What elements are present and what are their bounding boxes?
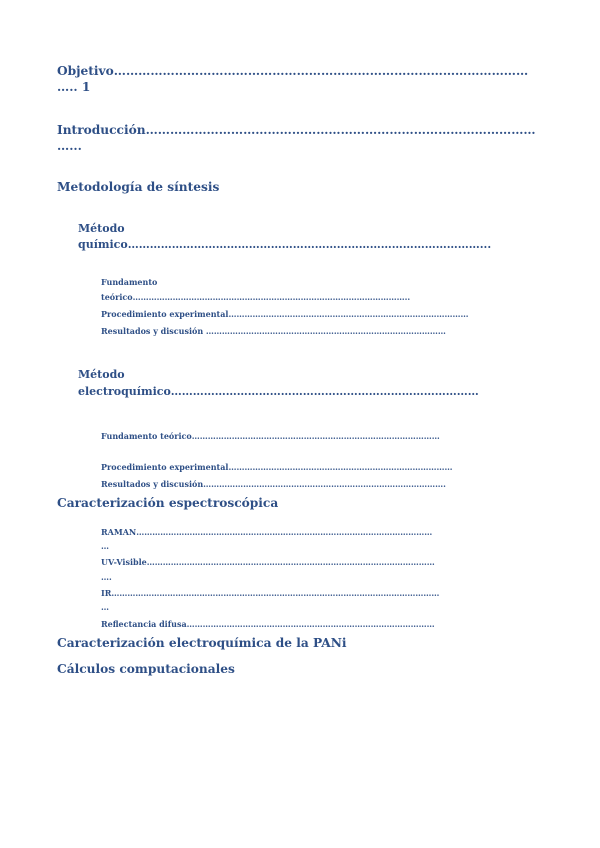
toc-heading-metodologia[interactable]: Metodología de síntesis	[57, 180, 220, 194]
toc-entry-uv-visible-continued[interactable]: ….	[101, 572, 112, 582]
toc-entry-metodo-quimico-continued[interactable]: químico……………………………………………………………………………………...	[78, 238, 492, 251]
toc-entry-fundamento-teorico-quimico[interactable]: Fundamento	[101, 277, 158, 287]
toc-entry-resultados-electro[interactable]: Resultados y discusión……………………………………………………………………………….	[101, 479, 446, 489]
toc-entry-raman-continued[interactable]: …	[101, 541, 109, 551]
toc-entry-fundamento-teorico-quimico-continued[interactable]: teórico…………………………………………………………………………………………..	[101, 292, 411, 302]
toc-entry-uv-visible[interactable]: UV-Visible………………………………………………………………………………………………	[101, 557, 435, 567]
toc-entry-ir-continued[interactable]: …	[101, 602, 109, 612]
toc-entry-introduccion-continued[interactable]: …...	[57, 139, 82, 153]
toc-heading-espectroscopica[interactable]: Caracterización espectroscópica	[57, 496, 279, 510]
toc-heading-calculos[interactable]: Cálculos computacionales	[57, 662, 235, 676]
toc-entry-fundamento-teorico-electro[interactable]: Fundamento teórico…………………………………………………………………………………	[101, 431, 440, 441]
toc-entry-resultados-quimico[interactable]: Resultados y discusión ………………………………………………………………………………	[101, 326, 446, 336]
toc-entry-raman[interactable]: RAMAN…………………………………………………………………………………………………	[101, 527, 433, 537]
toc-entry-ir[interactable]: IR……………………………………………………………………………………………………………	[101, 588, 440, 598]
toc-entry-metodo-quimico[interactable]: Método	[78, 222, 125, 235]
toc-entry-procedimiento-electro[interactable]: Procedimiento experimental…………………………………………………………………………	[101, 462, 453, 472]
toc-entry-reflectancia[interactable]: Reflectancia difusa…………………………………………………………………………………	[101, 619, 435, 629]
toc-entry-metodo-electroquimico[interactable]: Método	[78, 368, 125, 381]
toc-entry-metodo-electroquimico-continued[interactable]: electroquímico…………………………………………………………………………	[78, 385, 479, 398]
toc-entry-objetivo-continued[interactable]: ….. 1	[57, 80, 91, 94]
toc-entry-introduccion[interactable]: Introducción……………………………………………………………………………………	[57, 123, 536, 137]
toc-entry-procedimiento-quimico[interactable]: Procedimiento experimental………………………………………………………………………………	[101, 309, 469, 319]
toc-heading-electroquimica[interactable]: Caracterización electroquímica de la PANi	[57, 636, 347, 650]
toc-entry-objetivo[interactable]: Objetivo…………………………………………………………………………………………	[57, 64, 529, 78]
